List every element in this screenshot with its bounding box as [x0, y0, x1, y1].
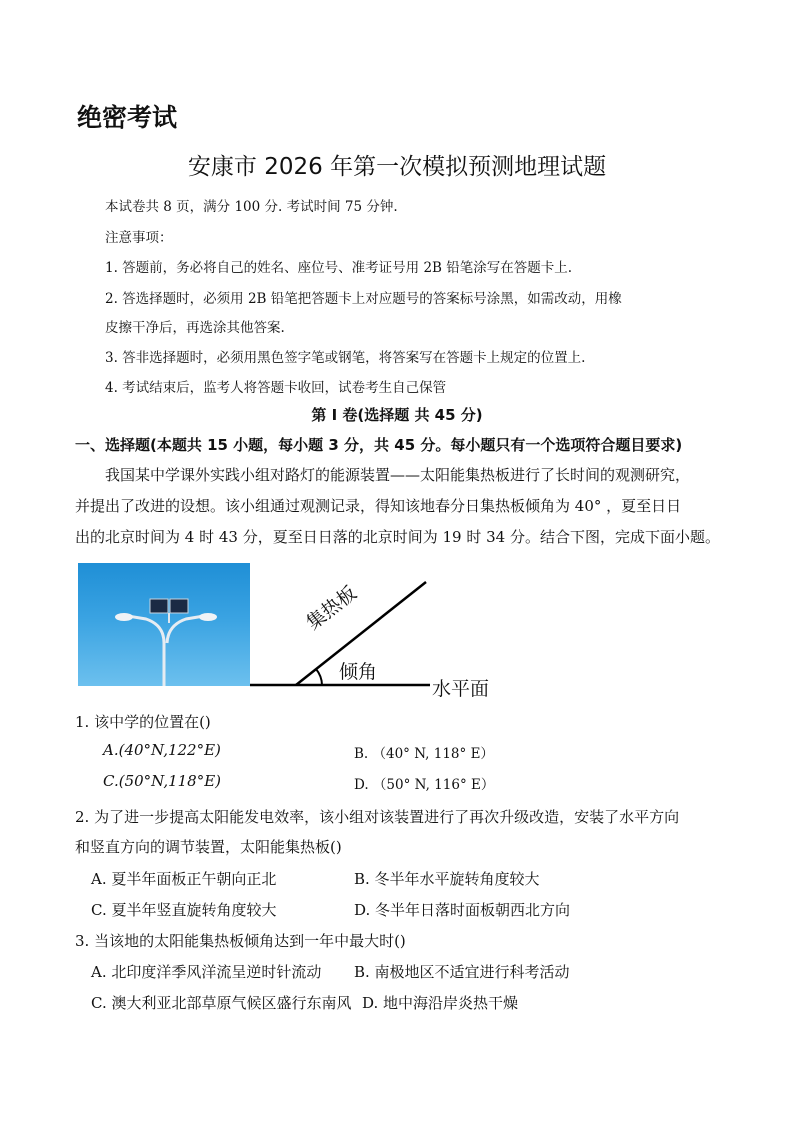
volume-heading: 第 I 卷(选择题 共 45 分): [311, 406, 483, 424]
passage-line: 我国某中学课外实践小组对路灯的能源装置——太阳能集热板进行了长时间的观测研究，: [105, 466, 691, 484]
passage-line: 出的北京时间为 4 时 43 分，夏至日日落的北京时间为 19 时 34 分。结合下图，完成下面小题。: [75, 528, 720, 546]
notice-item: 皮擦干净后，再选涂其他答案.: [105, 320, 285, 336]
exam-info: 本试卷共 8 页，满分 100 分. 考试时间 75 分钟.: [105, 199, 398, 215]
question-stem: 3. 当该地的太阳能集热板倾角达到一年中最大时(): [75, 932, 406, 950]
notice-item: 2. 答选择题时，必须用 2B 铅笔把答题卡上对应题号的答案标号涂黑，如需改动，用橡: [105, 291, 622, 307]
secret-label: 绝密考试: [77, 103, 178, 132]
question-stem: 和竖直方向的调节装置，太阳能集热板(): [75, 838, 342, 856]
notice-item: 3. 答非选择题时，必须用黑色签字笔或钢笔，将答案写在答题卡上规定的位置上.: [105, 350, 586, 366]
option-c: C. 澳大利亚北部草原气候区盛行东南风: [91, 994, 352, 1012]
panel-angle-diagram: [250, 578, 500, 698]
question-stem: 2. 为了进一步提高太阳能发电效率，该小组对该装置进行了再次升级改造，安装了水平方向: [75, 808, 680, 826]
option-d: D. （50° N, 116° E）: [354, 777, 495, 793]
passage-line: 并提出了改进的设想。该小组通过观测记录，得知该地春分日集热板倾角为 40° ，夏至日日: [75, 497, 682, 515]
angle-label: 倾角: [339, 661, 378, 683]
question-stem: 1. 该中学的位置在(): [75, 713, 211, 731]
option-a: A. 夏半年面板正午朝向正北: [91, 870, 277, 888]
horizontal-label: 水平面: [432, 678, 490, 700]
solar-street-lamp-icon: [78, 563, 250, 686]
part-heading: 一、选择题(本题共 15 小题，每小题 3 分，共 45 分。每小题只有一个选项符合题目要求): [75, 436, 683, 454]
notice-item: 4. 考试结束后，监考人将答题卡收回，试卷考生自己保管: [105, 380, 447, 396]
notice-item: 1. 答题前，务必将自己的姓名、座位号、准考证号用 2B 铅笔涂写在答题卡上.: [105, 260, 573, 276]
option-b: B. 南极地区不适宜进行科考活动: [354, 963, 570, 981]
option-c: C. 夏半年竖直旋转角度较大: [91, 901, 277, 919]
option-b: B. 冬半年水平旋转角度较大: [354, 870, 540, 888]
option-d: D. 地中海沿岸炎热干燥: [362, 994, 519, 1012]
street-lamp-photo: [78, 563, 250, 686]
option-a: A. 北印度洋季风洋流呈逆时针流动: [91, 963, 322, 981]
notice-heading: 注意事项：: [105, 230, 173, 246]
option-b: B. （40° N, 118° E）: [354, 746, 494, 762]
option-c: C.(50°N,118°E): [103, 772, 222, 790]
exam-title: 安康市 2026 年第一次模拟预测地理试题: [187, 154, 607, 180]
panel-label: 集热板: [302, 582, 361, 635]
option-a: A.(40°N,122°E): [103, 741, 221, 759]
option-d: D. 冬半年日落时面板朝西北方向: [354, 901, 571, 919]
